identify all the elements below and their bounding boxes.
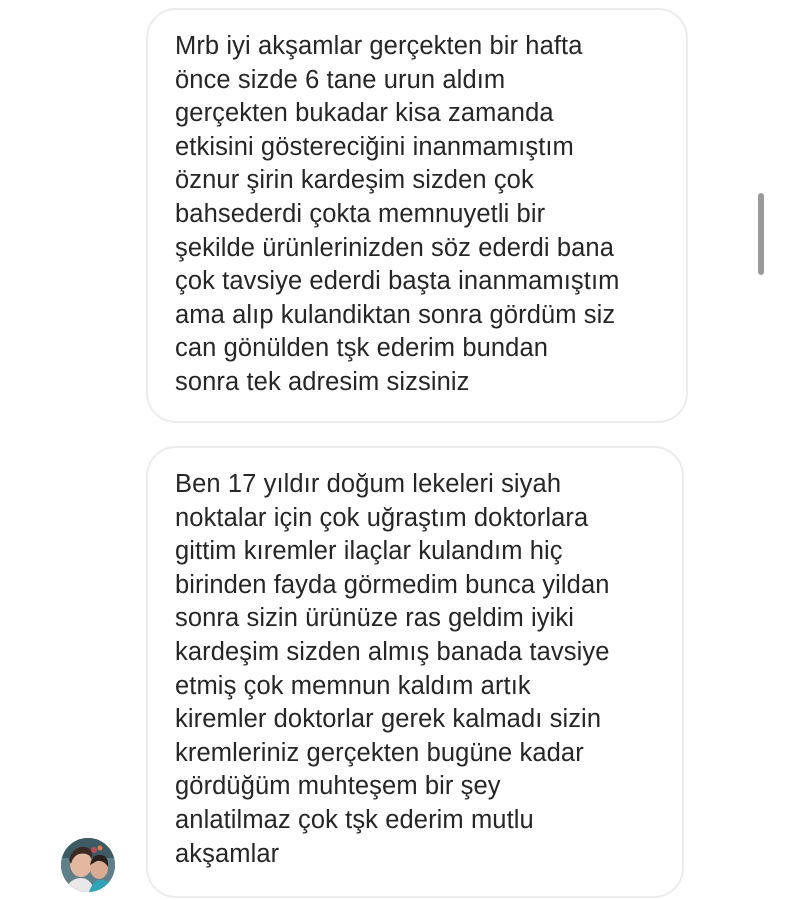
user-avatar-icon xyxy=(61,838,115,892)
sender-avatar[interactable] xyxy=(61,838,115,892)
scrollbar-thumb[interactable] xyxy=(758,193,764,275)
message-text: Ben 17 yıldır doğum lekeleri siyah noktalar için çok uğraştım doktorlara gittim kıremler ilaçlar kulandım hiç birinden fayda görmedim bunca yildan sonra sizin ürünüze ras geldim iyiki kardeşim sizden almış banada tavsiye etmiş çok memnun kaldım artık kiremler doktorlar gerek kalmadı sizin kremleriniz gerçekten bugüne kadar gördüğüm muhteşem bir şey anlatilmaz çok tşk ederim mutlu akşamlar xyxy=(175,470,610,868)
message-bubble[interactable] xyxy=(146,8,688,423)
message-text: Mrb iyi akşamlar gerçekten bir hafta önce sizde 6 tane urun aldım gerçekten bukadar kisa zamanda etkisini göstereciğini inanmamıştım öznur şirin kardeşim sizden çok bahsederdi çokta memnuyetli bir şekilde ürünlerinizden söz ederdi bana çok tavsiye ederdi başta inanmamıştım ama alıp kulandiktan sonra gördüm siz can gönülden tşk ederim bundan sonra tek adresim sizsiniz xyxy=(175,32,620,396)
message-bubble[interactable] xyxy=(146,446,684,898)
